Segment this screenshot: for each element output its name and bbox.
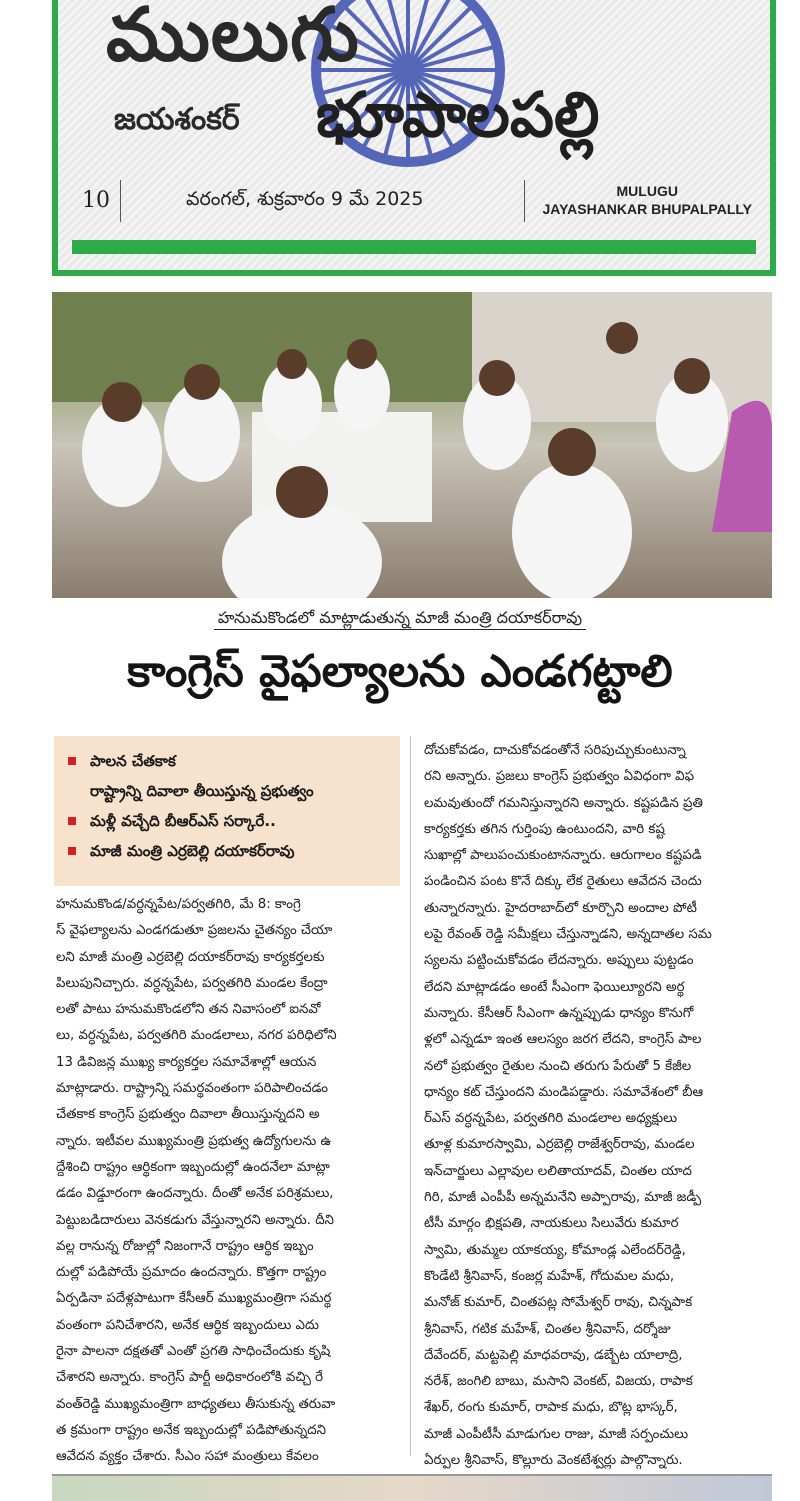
highlight-item	[66, 806, 388, 836]
article-line: వంత్‌రెడ్డి ముఖ్యమంత్రిగా బాధ్యతలు తీసుకున్న తరువా	[56, 1396, 336, 1412]
article-line: సుఖాల్లో పాలుపంచుకుంటానన్నారు. ఆరుగాలం కష్టపడి	[424, 848, 702, 864]
highlight-line: పాలన చేతకాక	[90, 752, 176, 770]
divider	[524, 180, 525, 222]
article-line: రని అన్నారు. ప్రజలు కాంగ్రెస్ ప్రభుత్వం ఏవిధంగా విఫ	[424, 769, 695, 785]
article-headline: కాంగ్రెస్ వైఫల్యాలను ఎండగట్టాలి	[127, 646, 673, 697]
page-number: 10	[82, 188, 110, 213]
article-line: గిరి, మాజీ ఎంపీపీ అన్నమనేని అప్పారావు, మాజీ జడ్పీ	[424, 1190, 702, 1206]
article-line: కార్యకర్తకు తగిన గుర్తింపు ఉంటుందని, వారి కష్ట	[424, 821, 665, 837]
article-line: లమవుతుందో గమనిస్తున్నారని అన్నారు. కష్టపడిన ప్రతి	[424, 795, 703, 811]
edition-label	[542, 182, 752, 218]
article-line: పండించిన పంట కొనే దిక్కు లేక రైతులు ఆవేదన చెందు	[424, 874, 702, 890]
date-line: వరంగల్, శుక్రవారం 9 మే 2025	[186, 188, 424, 210]
article-line: చేతకాక కాంగ్రెస్ ప్రభుత్వం దివాలా తీయిస్తున్నదని అ	[56, 1107, 320, 1123]
article-line: తున్నారన్నారు. హైదరాబాద్‌లో కూర్చొని అందాల పోటీ	[424, 900, 697, 916]
article-line: 13 డివిజన్ల ముఖ్య కార్యకర్తల సమావేశాల్లో ఆయన	[56, 1054, 317, 1070]
article-line: తూళ్ల కుమారస్వామి, ఎర్రబెల్లి రాజేశ్వర్‌రావు, మండల	[424, 1137, 695, 1153]
masthead	[52, 0, 776, 276]
masthead-title-jayashankar: జయశంకర్	[114, 102, 240, 137]
article-line: పెట్టుబడిదారులు వెనకడుగు వేస్తున్నారని అన్నారు. దీని	[56, 1212, 334, 1228]
article-line: శ్రీనివాస్, గటిక మహేశ్, చింతల శ్రీనివాస్, దర్శోజు	[424, 1321, 671, 1337]
article-line: స్యలను పట్టించుకోవడం లేదన్నారు. అప్పులు పుట్టడం	[424, 953, 694, 969]
article-line: చేశారని అన్నారు. కాంగ్రెస్ పార్టీ అధికారంలోకి వచ్చి రే	[56, 1370, 323, 1386]
article-line: టీసీ మార్గం భిక్షపతి, నాయకులు సిలువేరు కుమార	[424, 1216, 679, 1232]
photo-caption-text: హనుమకొండలో మాట్లాడుతున్న మాజీ మంత్రి దయాకర్‌రావు	[214, 608, 586, 630]
highlight-line: మళ్లీ వచ్చేది బీఆర్ఎస్ సర్కారే..	[90, 812, 276, 830]
article-line: పిలుపునిచ్చారు. వర్ధన్నపేట, పర్వతగిరి మండల కేంద్రా	[56, 975, 328, 991]
article-line: రైనా పాలనా దక్షతతో ఎంతో ప్రగతి సాధించేందుకు కృషి	[56, 1344, 331, 1360]
article-line: స్ వైఫల్యాలను ఎండగడుతూ ప్రజలను చైతన్యం చేయా	[56, 923, 333, 939]
edition-line-2: JAYASHANKAR BHUPALPALLY	[542, 201, 752, 217]
article-line: లతో పాటు హనుమకొండలోని తన నివాసంలో ఐనవో	[56, 1002, 321, 1018]
green-rule	[72, 240, 756, 254]
article-line: ర్ఎస్ వర్ధన్నపేట, పర్వతగిరి మండలాల అధ్యక్షులు	[424, 1111, 678, 1127]
article-line: స్వామి, తుమ్మల యాకయ్య, కోమాండ్ల ఎలేందర్‌రెడ్డి,	[424, 1242, 686, 1258]
article-line: డడం విడ్డూరంగా ఉందన్నారు. దీంతో అనేక పరిశ్రమలు,	[56, 1186, 334, 1202]
article-line: మనోజ్ కుమార్, చింతపట్ల సోమేశ్వర్ రావు, చిన్నపాక	[424, 1295, 693, 1311]
article-line: మాట్లాడారు. రాష్ట్రాన్ని సమర్థవంతంగా పరిపాలించడం	[56, 1081, 329, 1097]
article-line: ళ్లలో ఎన్నడూ ఇంత ఆలస్యం జరగ లేదని, కాంగ్రెస్ పాల	[424, 1032, 702, 1048]
article-line: మన్నారు. కేసీఆర్ సీఎంగా ఉన్నప్పుడు ధాన్యం కొనుగో	[424, 1005, 694, 1021]
article-line: దుల్లో పడిపోయే ప్రమాదం ఉందన్నారు. కొత్తగా రాష్ట్రం	[56, 1265, 327, 1281]
article-line: దోచుకోవడం, దాచుకోవడంతోనే సరిపుచ్చుకుంటున్నా	[424, 743, 686, 758]
article-line: ధాన్యం కట్ చేస్తుందని మండిపడ్డారు. సమావేశంలో బీఆ	[424, 1084, 704, 1100]
article-line: ఏర్పడినా పదేళ్లపాటుగా కేసీఆర్ ముఖ్యమంత్రిగా సమర్థ	[56, 1291, 332, 1307]
meeting-photo-illustration	[52, 292, 772, 598]
news-photo	[52, 292, 772, 598]
edition-line-1: MULUGU	[616, 183, 678, 199]
next-photo-strip	[52, 1474, 772, 1501]
divider	[120, 180, 121, 222]
article-line: శేఖర్, రంగు కుమార్, రాపాక మధు, బొట్ల భాస్కర్,	[424, 1400, 678, 1416]
article-line: వంతంగా పనిచేశారని, అనేక ఆర్థిక ఇబ్బందులు ఎదు	[56, 1317, 319, 1333]
bullet-icon	[68, 757, 76, 765]
article-line: ఆవేదన వ్యక్తం చేశారు. సీఎం సహా మంత్రులు కేవలం	[56, 1449, 319, 1465]
highlight-line: మాజీ మంత్రి ఎర్రబెల్లి దయాకర్‌రావు	[90, 842, 295, 860]
dateline-bar	[68, 176, 758, 226]
article-column-left	[56, 892, 400, 1471]
article-line: హనుమకొండ/వర్ధన్నపేట/పర్వతగిరి, మే 8: కాంగ్రె	[56, 897, 301, 912]
column-divider	[410, 736, 411, 1456]
article-line: లని మాజీ మంత్రి ఎర్రబెల్లి దయాకర్‌రావు కార్యకర్తలకు	[56, 949, 325, 965]
article-line: ద్దేశించి రాష్ట్రం ఆర్థికంగా ఇబ్బందుల్లో ఉందనేలా మాట్లా	[56, 1159, 330, 1175]
masthead-title-bhupalpally: భూపాలపల్లి	[316, 78, 600, 151]
bullet-icon	[68, 847, 76, 855]
article-line: ఇన్‌చార్జులు ఎల్లావుల లలితాయాదవ్, చింతల యాద	[424, 1163, 692, 1179]
article-line: లేదని మాట్లాడడం అంటే సీఎంగా ఫెయిల్యూరని అర్థ	[424, 979, 685, 995]
photo-caption	[0, 608, 800, 631]
article-line: లు, వర్ధన్నపేట, పర్వతగిరి మండలాలు, నగర పరిధిలోని	[56, 1028, 337, 1044]
article-line: మాజీ ఎంపీటీసీ మాడుగుల రాజు, మాజీ సర్పంచులు	[424, 1426, 689, 1442]
article-line: న్నారు. ఇటీవల ముఖ్యమంత్రి ప్రభుత్వ ఉద్యోగులను ఉ	[56, 1133, 332, 1149]
bullet-icon	[68, 817, 76, 825]
article-line: కొండేటి శ్రీనివాస్, కంజర్ల మహేశ్, గోదుమల మధు,	[424, 1268, 675, 1284]
article-line: దేవేందర్, మట్టపెల్లి మాధవరావు, డబ్బేట యాలాద్రి,	[424, 1347, 683, 1363]
article-line: ఏర్పుల శ్రీనివాస్, కొల్లూరు వెంకటేశ్వర్లు పాల్గొన్నారు.	[424, 1453, 683, 1469]
article-line: త క్రమంగా రాష్ట్రం అనేక ఇబ్బందుల్లో పడిపోతున్నదని	[56, 1422, 326, 1438]
article-line: వల్ల రానున్న రోజుల్లో నిజంగానే రాష్ట్రం ఆర్థిక ఇబ్బం	[56, 1238, 314, 1254]
masthead-title-mulugu: ములుగు	[106, 0, 360, 78]
article-column-right	[424, 738, 776, 1474]
highlight-line: రాష్ట్రాన్ని దివాలా తీయిస్తున్న ప్రభుత్వం	[90, 782, 314, 800]
article-line: నరేశ్, జంగిలి బాబు, మసాని వెంకట్, విజయ, రాపాక	[424, 1374, 693, 1390]
article-line: లపై రేవంత్ రెడ్డి సమీక్షలు చేస్తున్నాడని, అన్నదాతల సమ	[424, 927, 712, 943]
highlights-box	[54, 736, 400, 886]
article-line: నలో ప్రభుత్వం రైతుల నుంచి తరుగు పేరుతో 5 కేజీల	[424, 1058, 692, 1074]
highlight-item	[66, 746, 388, 806]
highlight-item	[66, 836, 388, 866]
